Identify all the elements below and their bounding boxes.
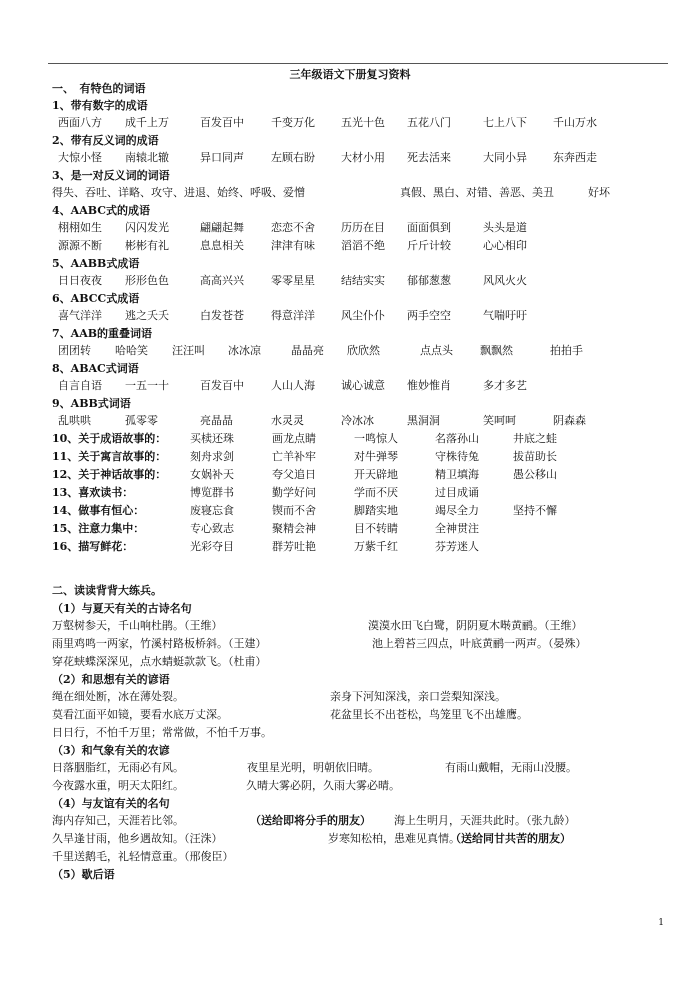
page-title: 三年级语文下册复习资料 [289,68,411,81]
idiom: 对牛弹琴 [354,450,398,463]
idiom: 百发百中 [200,116,244,129]
subsection-heading: （1）与夏天有关的古诗名句 [52,602,192,615]
idiom: 专心致志 [190,522,234,535]
idiom: 滔滔不绝 [341,239,385,252]
idiom: 脚踏实地 [354,504,398,517]
idiom: 开天辟地 [354,468,398,481]
idiom: 过目成诵 [435,486,479,499]
group-heading: 6、ABCC式成语 [52,292,140,305]
section-heading: 一、 有特色的词语 [52,82,146,95]
idiom: 大惊小怪 [58,151,102,164]
idiom: 目不转睛 [354,522,398,535]
idiom: 飘飘然 [480,344,513,357]
idiom: 形形色色 [125,274,169,287]
idiom: 彬彬有礼 [125,239,169,252]
idiom: 笑呵呵 [483,414,516,427]
idiom: 井底之蛙 [513,432,557,445]
quote-text: 日落胭脂红，无雨必有风。 [52,761,184,774]
quote-text: 岁寒知松柏，患难见真情。 [328,832,460,845]
idiom: 诚心诚意 [341,379,385,392]
subsection-heading: （3）和气象有关的农谚 [52,744,170,757]
idiom: 守株待兔 [435,450,479,463]
subsection-heading: （2）和思想有关的谚语 [52,673,170,686]
quote-text: 海上生明月，天涯共此时。（张九龄） [394,814,576,827]
idiom: 晶晶亮 [291,344,324,357]
quote-text: 万壑树参天，千山响杜鹃。（王维） [52,619,223,632]
idiom: 全神贯注 [435,522,479,535]
idiom: 精卫填海 [435,468,479,481]
idiom: 风尘仆仆 [341,309,385,322]
quote-text: 穿花蛱蝶深深见，点水蜻蜓款款飞。（杜甫） [52,655,267,668]
idiom: 高高兴兴 [200,274,244,287]
idiom: 水灵灵 [271,414,304,427]
antonym-text: 好坏 [588,186,610,199]
idiom: 头头是道 [483,221,527,234]
idiom: 多才多艺 [483,379,527,392]
idiom: 东奔西走 [553,151,597,164]
idiom: 博览群书 [190,486,234,499]
page-number: 1 [658,918,664,928]
idiom: 风风火火 [483,274,527,287]
group-heading: 9、ABB式词语 [52,397,131,410]
idiom: 翩翩起舞 [200,221,244,234]
quote-text: （送给同甘共苦的朋友） [450,832,571,845]
idiom: 群芳吐艳 [272,540,316,553]
idiom: 七上八下 [483,116,527,129]
theme-label: 16、描写鲜花： [52,540,134,553]
group-heading: 4、AABC式的成语 [52,204,150,217]
quote-text: 海内存知己，天涯若比邻。 [52,814,184,827]
quote-text: 绳在细处断，冰在薄处裂。 [52,690,184,703]
antonym-text: 真假、黑白、对错、善恶、美丑 [400,186,554,199]
idiom: 结结实实 [341,274,385,287]
theme-label: 13、喜欢读书： [52,486,134,499]
idiom: 买椟还珠 [190,432,234,445]
idiom: 芬芳迷人 [435,540,479,553]
quote-text: 日日行，不怕千万里；常常做，不怕千万事。 [52,726,272,739]
idiom: 刻舟求剑 [190,450,234,463]
idiom: 息息相关 [200,239,244,252]
idiom: 学而不厌 [354,486,398,499]
idiom: 得意洋洋 [271,309,315,322]
idiom: 亮晶晶 [200,414,233,427]
group-heading: 8、ABAC式词语 [52,362,139,375]
idiom: 亡羊补牢 [272,450,316,463]
idiom: 两手空空 [407,309,451,322]
header-rule [48,63,668,64]
idiom: 五花八门 [407,116,451,129]
group-heading: 3、是一对反义词的词语 [52,169,170,182]
quote-text: 千里送鹅毛，礼轻情意重。（邢俊臣） [52,850,234,863]
idiom: 五光十色 [341,116,385,129]
quote-text: 夜里星光明，明朝依旧晴。 [247,761,379,774]
theme-label: 12、关于神话故事的： [52,468,167,481]
idiom: 勤学好问 [272,486,316,499]
subsection-heading: （5）歇后语 [52,868,115,881]
quote-text: 漠漠水田飞白鹭，阴阴夏木啭黄鹂。（王维） [368,619,583,632]
idiom: 栩栩如生 [58,221,102,234]
idiom: 团团转 [58,344,91,357]
idiom: 心心相印 [483,239,527,252]
idiom: 白发苍苍 [200,309,244,322]
idiom: 孤零零 [125,414,158,427]
group-heading: 1、带有数字的成语 [52,99,148,112]
idiom: 西面八方 [58,116,102,129]
group-heading: 5、AABB式成语 [52,257,140,270]
theme-label: 10、关于成语故事的： [52,432,167,445]
idiom: 日日夜夜 [58,274,102,287]
quote-text: 今夜露水重，明天太阳红。 [52,779,184,792]
idiom: 女娲补天 [190,468,234,481]
idiom: 阴森森 [553,414,586,427]
idiom: 大同小异 [483,151,527,164]
idiom: 逃之夭夭 [125,309,169,322]
quote-text: 久晴大雾必阴，久雨大雾必晴。 [246,779,400,792]
idiom: 愚公移山 [513,468,557,481]
idiom: 拔苗助长 [513,450,557,463]
idiom: 一五一十 [125,379,169,392]
idiom: 欣欣然 [347,344,380,357]
idiom: 津津有味 [271,239,315,252]
idiom: 百发百中 [200,379,244,392]
idiom: 恋恋不舍 [271,221,315,234]
idiom: 异口同声 [200,151,244,164]
idiom: 惟妙惟肖 [407,379,451,392]
idiom: 斤斤计较 [407,239,451,252]
quote-text: 久旱逢甘雨，他乡遇故知。（汪洙） [52,832,223,845]
idiom: 死去活来 [407,151,451,164]
quote-text: 雨里鸡鸣一两家，竹溪村路板桥斜。（王建） [52,637,267,650]
idiom: 南辕北辙 [125,151,169,164]
idiom: 左顾右盼 [271,151,315,164]
quote-text: 池上碧苔三四点，叶底黄鹂一两声。（晏殊） [372,637,587,650]
idiom: 一鸣惊人 [354,432,398,445]
idiom: 零零星星 [271,274,315,287]
idiom: 面面俱到 [407,221,451,234]
idiom: 夸父追日 [272,468,316,481]
idiom: 乱哄哄 [58,414,91,427]
quote-text: 亲身下河知深浅，亲口尝梨知深浅。 [330,690,506,703]
idiom: 冷冰冰 [341,414,374,427]
quote-text: 花盆里长不出苍松，鸟笼里飞不出雄鹰。 [330,708,528,721]
group-heading: 7、AAB的重叠词语 [52,327,153,340]
idiom: 冰冰凉 [228,344,261,357]
idiom: 历历在目 [341,221,385,234]
idiom: 废寝忘食 [190,504,234,517]
subsection-heading: （4）与友谊有关的名句 [52,797,170,810]
idiom: 点点头 [420,344,453,357]
idiom: 千变万化 [271,116,315,129]
theme-label: 11、关于寓言故事的： [52,450,167,463]
idiom: 郁郁葱葱 [407,274,451,287]
idiom: 坚持不懈 [513,504,557,517]
idiom: 锲而不舍 [272,504,316,517]
idiom: 大材小用 [341,151,385,164]
idiom: 源源不断 [58,239,102,252]
idiom: 汪汪叫 [172,344,205,357]
idiom: 光彩夺目 [190,540,234,553]
quote-text: 有雨山戴帽，无雨山没腰。 [445,761,577,774]
idiom: 拍拍手 [550,344,583,357]
idiom: 黑洞洞 [407,414,440,427]
quote-text: （送给即将分手的朋友） [250,814,371,827]
idiom: 成千上万 [125,116,169,129]
quote-text: 莫看江面平如镜，要看水底万丈深。 [52,708,228,721]
idiom: 名落孙山 [435,432,479,445]
idiom: 气喘吁吁 [483,309,527,322]
idiom: 自言自语 [58,379,102,392]
theme-label: 15、注意力集中： [52,522,145,535]
idiom: 千山万水 [553,116,597,129]
idiom: 喜气洋洋 [58,309,102,322]
antonym-text: 得失、吞吐、详略、攻守、进退、始终、呼吸、爱憎 [52,186,305,199]
idiom: 画龙点睛 [272,432,316,445]
theme-label: 14、做事有恒心： [52,504,145,517]
idiom: 闪闪发光 [125,221,169,234]
idiom: 万紫千红 [354,540,398,553]
idiom: 人山人海 [271,379,315,392]
group-heading: 2、带有反义词的成语 [52,134,159,147]
section-heading: 二、读读背背大练兵。 [52,584,162,597]
idiom: 哈哈笑 [115,344,148,357]
idiom: 聚精会神 [272,522,316,535]
idiom: 竭尽全力 [435,504,479,517]
